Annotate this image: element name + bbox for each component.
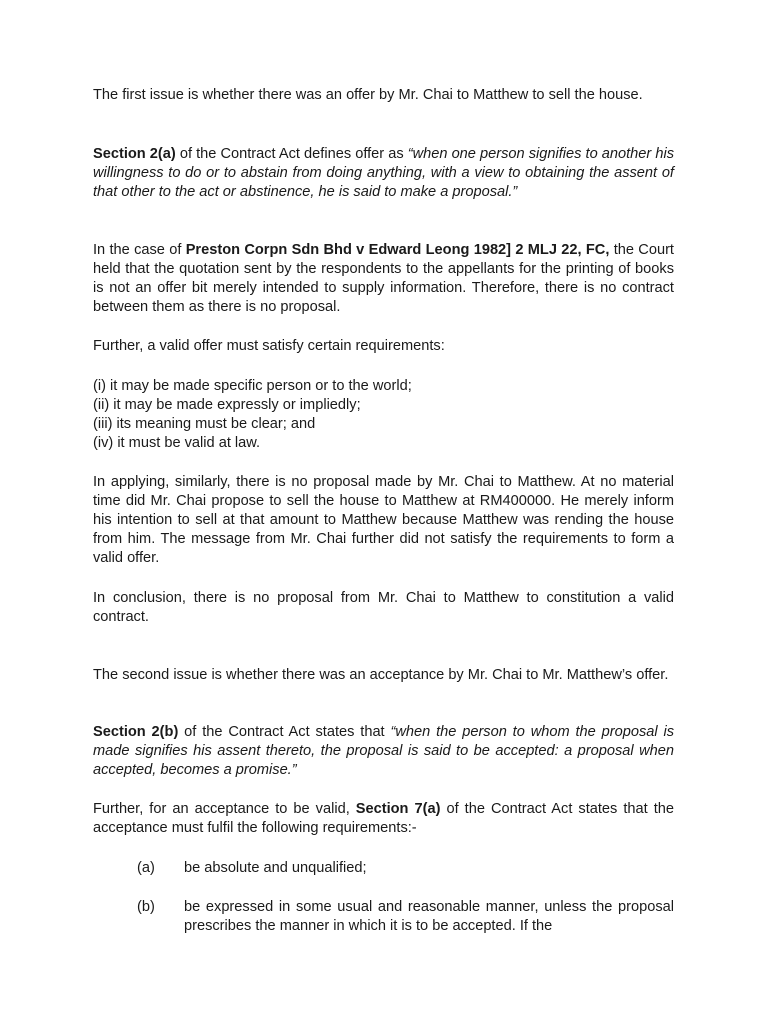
paragraph-conclusion: In conclusion, there is no proposal from Mr. Chai to Matthew to constitution a valid contract. (93, 590, 674, 625)
acceptance-item-label: (a) (137, 860, 155, 876)
section-2b-text: of the Contract Act states that (178, 724, 391, 740)
acceptance-item-text: be absolute and unqualified; (184, 860, 367, 876)
paragraph-valid-offer: Further, a valid offer must satisfy certain requirements: (93, 338, 445, 354)
case-holding: the Court held that the quotation sent by the respondents to the appellants for the printing of books is not an offer bit merely intended to supply information. Therefore, there is no contract between them as there is no proposal. (93, 242, 674, 315)
acceptance-item-text: be expressed in some usual and reasonable manner, unless the proposal prescribes the manner in which it is to be accepted. If the (184, 899, 674, 934)
section-2b-reference: Section 2(b) (93, 724, 179, 740)
offer-requirement-item: (ii) it may be made expressly or impliedly; (93, 397, 361, 413)
section-7a-text: of the Contract Act states that the acceptance must fulfil the following requirements:- (93, 801, 675, 836)
section-7a-reference: Section 7(a) (355, 801, 441, 817)
section-2b-quote: “when the person to whom the proposal is made signifies his assent thereto, the proposal is said to be accepted: a proposal when accepted, becomes a promise.” (93, 724, 675, 778)
paragraph-section-7a (93, 800, 674, 838)
offer-requirement-item: (iv) it must be valid at law. (93, 435, 261, 451)
offer-requirement-item: (i) it may be made specific person or to the world; (93, 378, 412, 394)
case-citation: Preston Corpn Sdn Bhd v Edward Leong 1982] 2 MLJ 22, FC, (185, 242, 610, 258)
acceptance-item-label: (b) (137, 899, 155, 915)
paragraph-applying: In applying, similarly, there is no proposal made by Mr. Chai to Matthew. At no material time did Mr. Chai propose to sell the house to Matthew at RM400000. He merely inform his intention to sell at that amount to Matthew because Matthew was rending the house from him. The message from Mr. Chai further did not satisfy the requirements to form a valid offer. (93, 474, 674, 566)
paragraph-case-preston (93, 241, 674, 317)
case-intro: In the case of (93, 242, 186, 258)
paragraph-section-2b (93, 723, 674, 780)
section-2a-text: of the Contract Act defines offer as (175, 146, 408, 162)
acceptance-item-b (137, 898, 674, 936)
offer-requirements-list (93, 377, 674, 453)
section-2a-reference: Section 2(a) (93, 146, 176, 162)
section-7a-intro: Further, for an acceptance to be valid, (93, 801, 356, 817)
section-2a-quote: “when one person signifies to another his willingness to do or to abstain from doing anything, with a view to obtaining the assent of that other to the act or abstinence, he is said to make a proposal.” (93, 146, 675, 200)
paragraph-second-issue: The second issue is whether there was an acceptance by Mr. Chai to Mr. Matthew’s offer. (93, 667, 669, 683)
paragraph-first-issue: The first issue is whether there was an offer by Mr. Chai to Matthew to sell the house. (93, 87, 643, 103)
offer-requirement-item: (iii) its meaning must be clear; and (93, 416, 316, 432)
acceptance-item-a (137, 859, 674, 878)
paragraph-section-2a (93, 145, 674, 202)
